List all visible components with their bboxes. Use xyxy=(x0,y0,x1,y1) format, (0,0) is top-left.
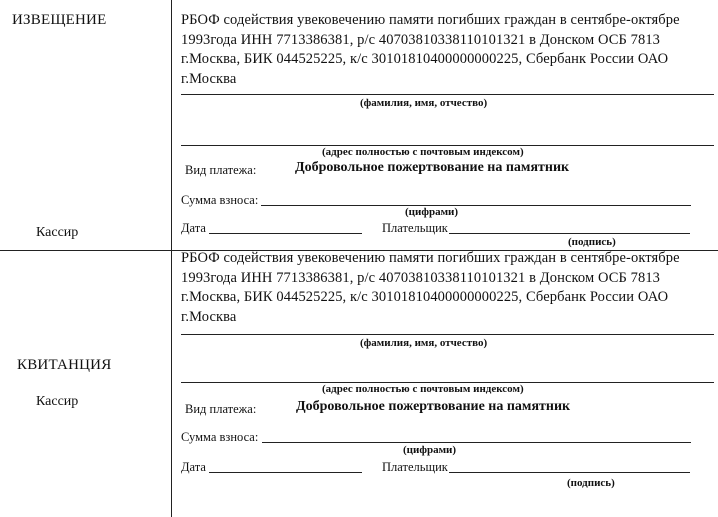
recipient-line: РБОФ содействия увековечению памяти погибших граждан в сентябре-октябре xyxy=(181,12,680,28)
recipient-line: РБОФ содействия увековечению памяти погибших граждан в сентябре-октябре xyxy=(181,250,680,266)
receipt-title: КВИТАНЦИЯ xyxy=(17,357,112,373)
amount-field-line[interactable] xyxy=(262,442,691,443)
signature-field-line[interactable] xyxy=(449,233,690,234)
payer-label: Плательщик xyxy=(382,460,448,474)
fio-field-line[interactable] xyxy=(181,334,714,335)
date-field-line[interactable] xyxy=(209,472,362,473)
date-label: Дата xyxy=(181,221,206,235)
date-label: Дата xyxy=(181,460,206,474)
payment-type-label: Вид платежа: xyxy=(185,402,257,416)
date-field-line[interactable] xyxy=(209,233,362,234)
digits-caption: (цифрами) xyxy=(405,206,459,218)
fio-field-line[interactable] xyxy=(181,94,714,95)
payment-type-value: Добровольное пожертвование на памятник xyxy=(295,160,570,175)
recipient-line: г.Москва xyxy=(181,308,237,325)
signature-field-line[interactable] xyxy=(449,472,690,473)
payment-type-label: Вид платежа: xyxy=(185,163,257,177)
signature-caption: (подпись) xyxy=(568,236,616,248)
address-caption: (адрес полностью с почтовым индексом) xyxy=(322,146,524,158)
amount-label: Сумма взноса: xyxy=(181,430,259,444)
receipt-cashier-label: Кассир xyxy=(36,394,79,409)
fio-caption: (фамилия, имя, отчество) xyxy=(360,97,488,109)
form-divider-vertical xyxy=(171,0,172,517)
amount-label: Сумма взноса: xyxy=(181,193,259,207)
payment-type-value: Добровольное пожертвование на памятник xyxy=(296,399,571,414)
receipt-recipient xyxy=(181,249,680,327)
payer-label: Плательщик xyxy=(382,221,448,235)
notice-recipient xyxy=(181,11,680,89)
recipient-line: 1993года ИНН 7713386381, р/с 40703810338110101321 в Донском ОСБ 7813 xyxy=(181,31,661,48)
amount-field-line[interactable] xyxy=(261,205,691,206)
notice-cashier-label: Кассир xyxy=(36,225,79,240)
digits-caption: (цифрами) xyxy=(403,444,457,456)
notice-title: ИЗВЕЩЕНИЕ xyxy=(12,12,107,28)
recipient-line: г.Москва, БИК 044525225, к/с 30101810400000000225, Сбербанк России ОАО xyxy=(181,289,669,305)
fio-caption: (фамилия, имя, отчество) xyxy=(360,337,488,349)
recipient-line: г.Москва xyxy=(181,70,237,87)
address-caption: (адрес полностью с почтовым индексом) xyxy=(322,383,524,395)
signature-caption: (подпись) xyxy=(567,477,615,489)
recipient-line: 1993года ИНН 7713386381, р/с 40703810338110101321 в Донском ОСБ 7813 xyxy=(181,269,661,286)
recipient-line: г.Москва, БИК 044525225, к/с 30101810400000000225, Сбербанк России ОАО xyxy=(181,51,669,67)
